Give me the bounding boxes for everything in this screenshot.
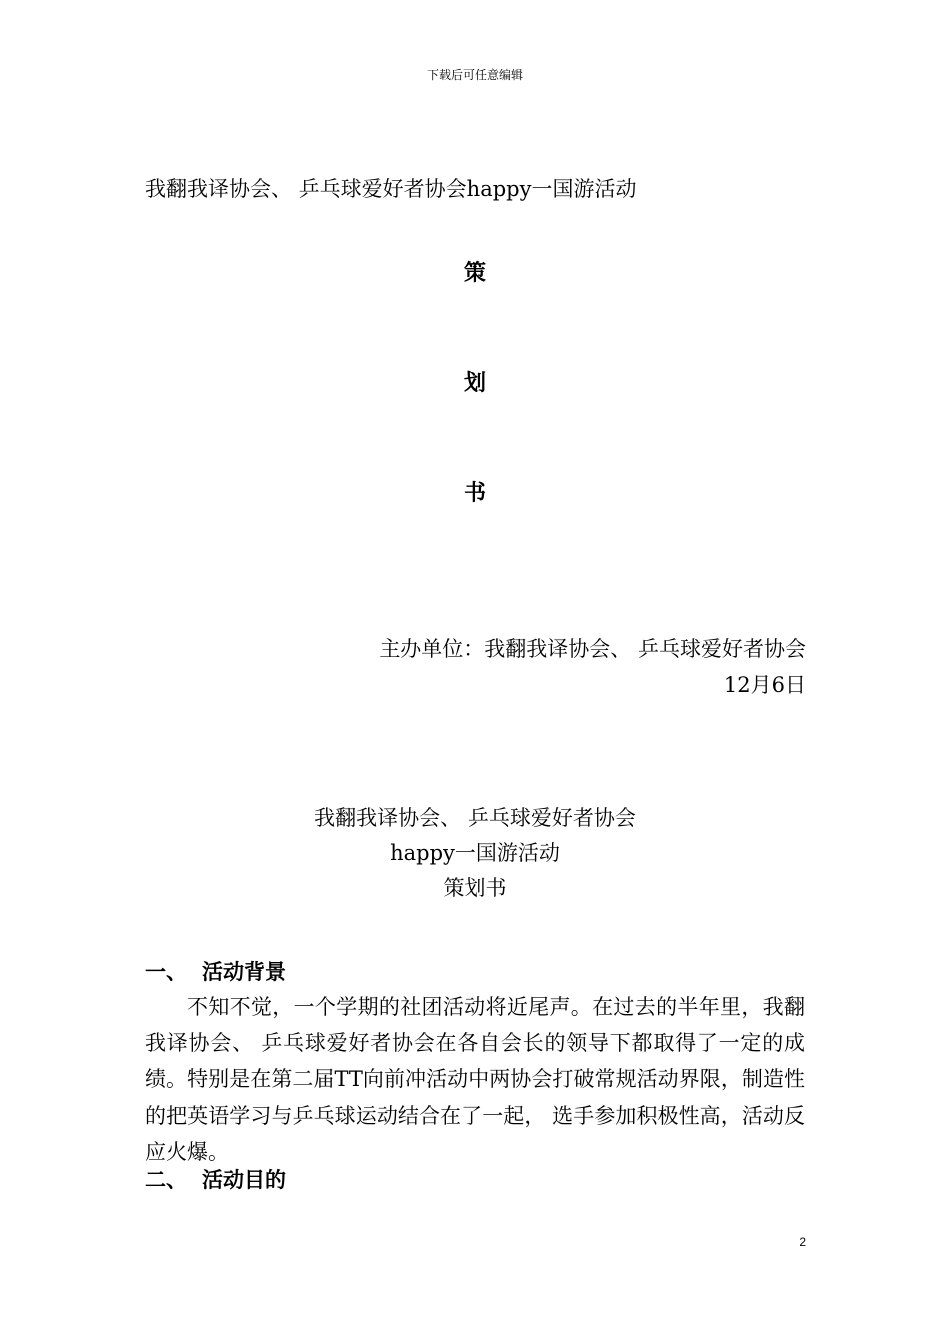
cover-title: 我翻我译协会、 乒乓球爱好者协会happy一国游活动 xyxy=(145,177,637,201)
cover-char-hua: 划 xyxy=(463,371,486,396)
section-number: 一、 xyxy=(145,960,187,984)
section-title: 活动目的 xyxy=(202,1168,286,1192)
doc-title-line-3: 策划书 xyxy=(443,876,507,900)
doc-title-line-2: happy一国游活动 xyxy=(390,841,560,865)
cover-char-shu: 书 xyxy=(463,481,486,506)
doc-title-line-1: 我翻我译协会、 乒乓球爱好者协会 xyxy=(314,806,636,830)
page-number: 2 xyxy=(799,1235,806,1249)
section-title: 活动背景 xyxy=(202,960,286,984)
section-heading-purpose xyxy=(145,1164,286,1194)
section-heading-background xyxy=(145,956,286,986)
date-line: 12月6日 xyxy=(723,673,806,697)
section-body-background: 不知不觉，一个学期的社团活动将近尾声。在过去的半年里，我翻我译协会、 乒乓球爱好者协会在各自会长的领导下都取得了一定的成绩。特别是在第二届TT向前冲活动中两协会打破常规活动界限，制造性的把英语学习与乒乓球运动结合在了一起， 选手参加积极性高，活动反应火爆。 xyxy=(145,995,805,1164)
section-number: 二、 xyxy=(145,1168,187,1192)
cover-char-ce: 策 xyxy=(463,261,486,286)
organizer-line: 主办单位：我翻我译协会、 乒乓球爱好者协会 xyxy=(379,637,806,661)
page-header: 下载后可任意编辑 xyxy=(426,68,523,82)
